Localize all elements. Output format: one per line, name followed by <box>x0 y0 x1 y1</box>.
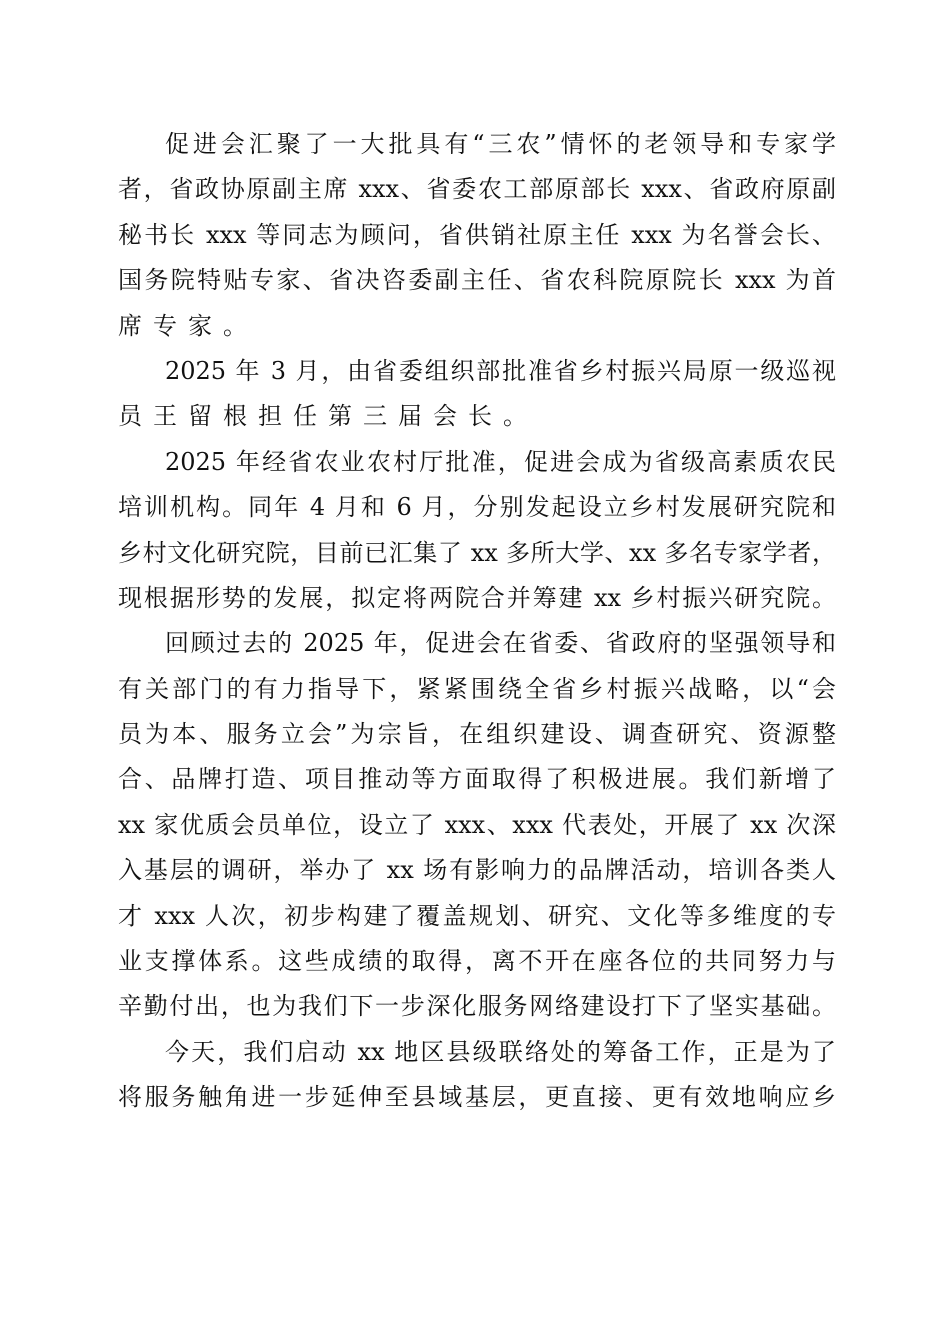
text-line: 2025 年经省农业农村厅批准，促进会成为省级高素质农民 <box>165 447 836 476</box>
text-line: 秘书长 xxx 等同志为顾问，省供销社原主任 xxx 为名誉会长、 <box>118 220 836 249</box>
text-line: 乡村文化研究院，目前已汇集了 xx 多所大学、xx 多名专家学者， <box>118 538 836 567</box>
text-line: 辛勤付出，也为我们下一步深化服务网络建设打下了坚实基础。 <box>118 992 836 1021</box>
text-line: 现根据形势的发展，拟定将两院合并筹建 xx 乡村振兴研究院。 <box>118 583 836 612</box>
text-line: 入基层的调研，举办了 xx 场有影响力的品牌活动，培训各类人 <box>118 856 836 885</box>
text-line: 员王留根担任第三届会长。 <box>118 402 538 431</box>
text-line: 席专家。 <box>118 311 258 340</box>
text-line: xx 家优质会员单位，设立了 xxx、xxx 代表处，开展了 xx 次深 <box>118 810 836 839</box>
text-line: 才 xxx 人次，初步构建了覆盖规划、研究、文化等多维度的专 <box>118 901 836 930</box>
text-line: 业支撑体系。这些成绩的取得，离不开在座各位的共同努力与 <box>118 947 836 976</box>
text-line: 国务院特贴专家、省决咨委副主任、省农科院原院长 xxx 为首 <box>118 266 836 295</box>
text-line: 2025 年 3 月，由省委组织部批准省乡村振兴局原一级巡视 <box>165 356 836 385</box>
text-line: 今天，我们启动 xx 地区县级联络处的筹备工作，正是为了 <box>165 1037 836 1066</box>
text-line: 有关部门的有力指导下，紧紧围绕全省乡村振兴战略，以“会 <box>118 674 836 703</box>
text-line: 者，省政协原副主席 xxx、省委农工部原部长 xxx、省政府原副 <box>118 175 836 204</box>
text-line: 员为本、服务立会”为宗旨，在组织建设、调查研究、资源整 <box>118 720 836 749</box>
document-body <box>118 122 836 1121</box>
text-line: 将服务触角进一步延伸至县域基层，更直接、更有效地响应乡 <box>118 1083 836 1112</box>
text-line: 合、品牌打造、项目推动等方面取得了积极进展。我们新增了 <box>118 765 836 794</box>
text-line: 培训机构。同年 4 月和 6 月，分别发起设立乡村发展研究院和 <box>118 493 836 522</box>
text-line: 回顾过去的 2025 年，促进会在省委、省政府的坚强领导和 <box>165 629 836 658</box>
text-line: 促进会汇聚了一大批具有“三农”情怀的老领导和专家学 <box>165 130 836 158</box>
